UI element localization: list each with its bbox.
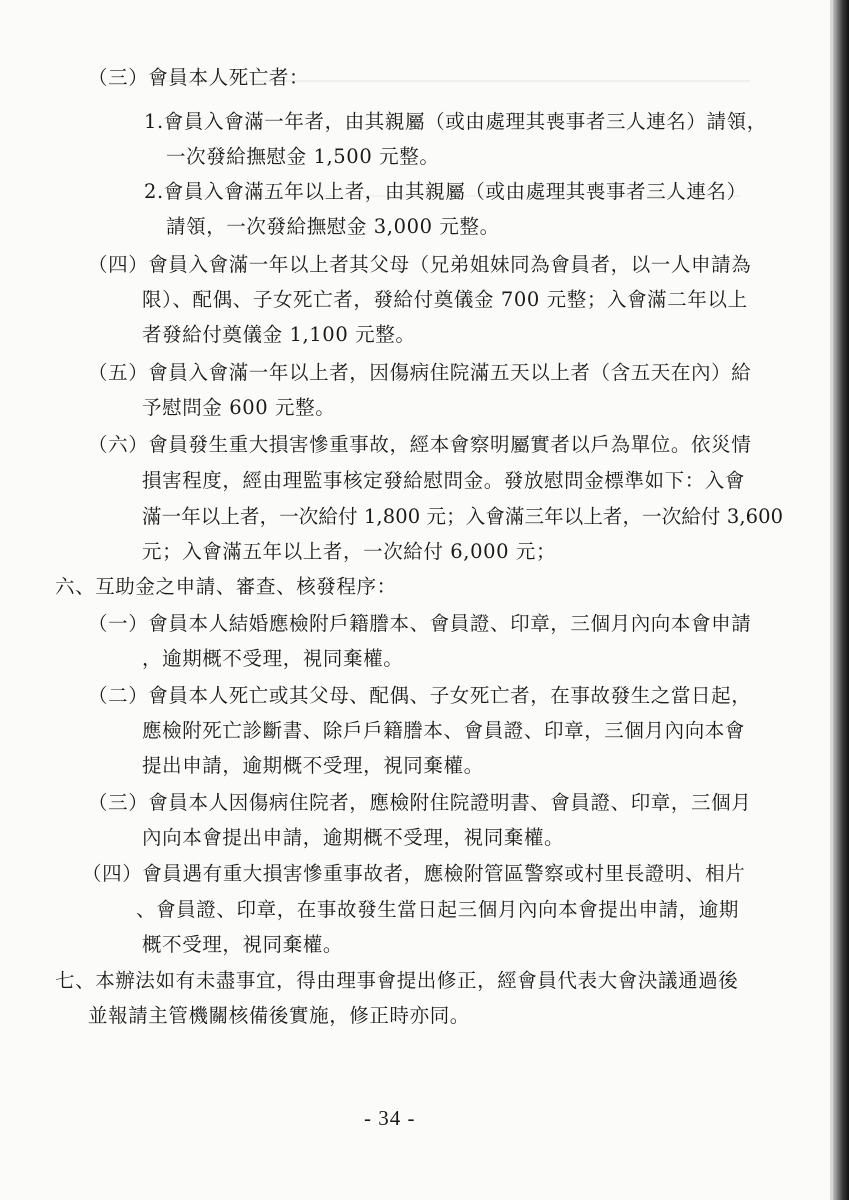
paragraph-line: 予慰問金 600 元整。: [142, 396, 336, 419]
paragraph-line: （二）會員本人死亡或其父母、配偶、子女死亡者，在事故發生之當日起，: [88, 684, 752, 707]
section-heading-6: 六、互助金之申請、審查、核發程序：: [55, 575, 397, 598]
section-heading-3: （三）會員本人死亡者：: [88, 66, 310, 89]
paragraph-line: （六）會員發生重大損害慘重事故，經本會察明屬實者以戶為單位。依災情: [88, 433, 752, 456]
paragraph-line: ，逾期概不受理，視同棄權。: [142, 647, 404, 670]
paragraph-line: 概不受理，視同棄權。: [142, 933, 344, 956]
paragraph-line: 內向本會提出申請，逾期概不受理，視同棄權。: [142, 826, 565, 849]
paragraph-line: 應檢附死亡診斷書、除戶戶籍謄本、會員證、印章，三個月內向本會: [142, 719, 746, 742]
paragraph-line: 並報請主管機關核備後實施，修正時亦同。: [88, 1004, 470, 1027]
paragraph-line: 損害程度，經由理監事核定發給慰問金。發放慰問金標準如下：入會: [142, 469, 746, 492]
paragraph-line: 滿一年以上者，一次給付 1,800 元；入會滿三年以上者，一次給付 3,600: [142, 505, 784, 528]
paragraph-line: 者發給付奠儀金 1,100 元整。: [142, 323, 416, 346]
paragraph-line: 請領，一次發給撫慰金 3,000 元整。: [166, 215, 500, 238]
paragraph-line: 元；入會滿五年以上者，一次給付 6,000 元；: [142, 540, 557, 563]
paragraph-line: 限）、配偶、子女死亡者，發給付奠儀金 700 元整；入會滿二年以上: [142, 288, 748, 311]
paragraph-line: 、會員證、印章，在事故發生當日起三個月內向本會提出申請，逾期: [136, 898, 740, 921]
paragraph-line: （三）會員本人因傷病住院者，應檢附住院證明書、會員證、印章，三個月: [88, 791, 752, 814]
section-heading-7: 七、本辦法如有未盡事宜，得由理事會提出修正，經會員代表大會決議通過後: [55, 969, 739, 992]
paragraph-line: 一次發給撫慰金 1,500 元整。: [166, 145, 440, 168]
scan-edge-shadow: [833, 0, 849, 1200]
paragraph-line: （一）會員本人結婚應檢附戶籍謄本、會員證、印章，三個月內向本會申請: [88, 612, 752, 635]
paragraph-line: 提出申請，逾期概不受理，視同棄權。: [142, 754, 484, 777]
paragraph-line: （四）會員入會滿一年以上者其父母（兄弟姐妹同為會員者，以一人申請為: [88, 253, 752, 276]
page-number: - 34 -: [364, 1106, 416, 1130]
paragraph-line: 1.會員入會滿一年者，由其親屬（或由處理其喪事者三人連名）請領，: [144, 110, 767, 133]
paragraph-line: （五）會員入會滿一年以上者，因傷病住院滿五天以上者（含五天在內）給: [88, 361, 752, 384]
paragraph-line: 2.會員入會滿五年以上者，由其親屬（或由處理其喪事者三人連名）: [144, 180, 747, 203]
paragraph-line: （四）會員遇有重大損害慘重事故者，應檢附管區警察或村里長證明、相片: [82, 862, 746, 885]
